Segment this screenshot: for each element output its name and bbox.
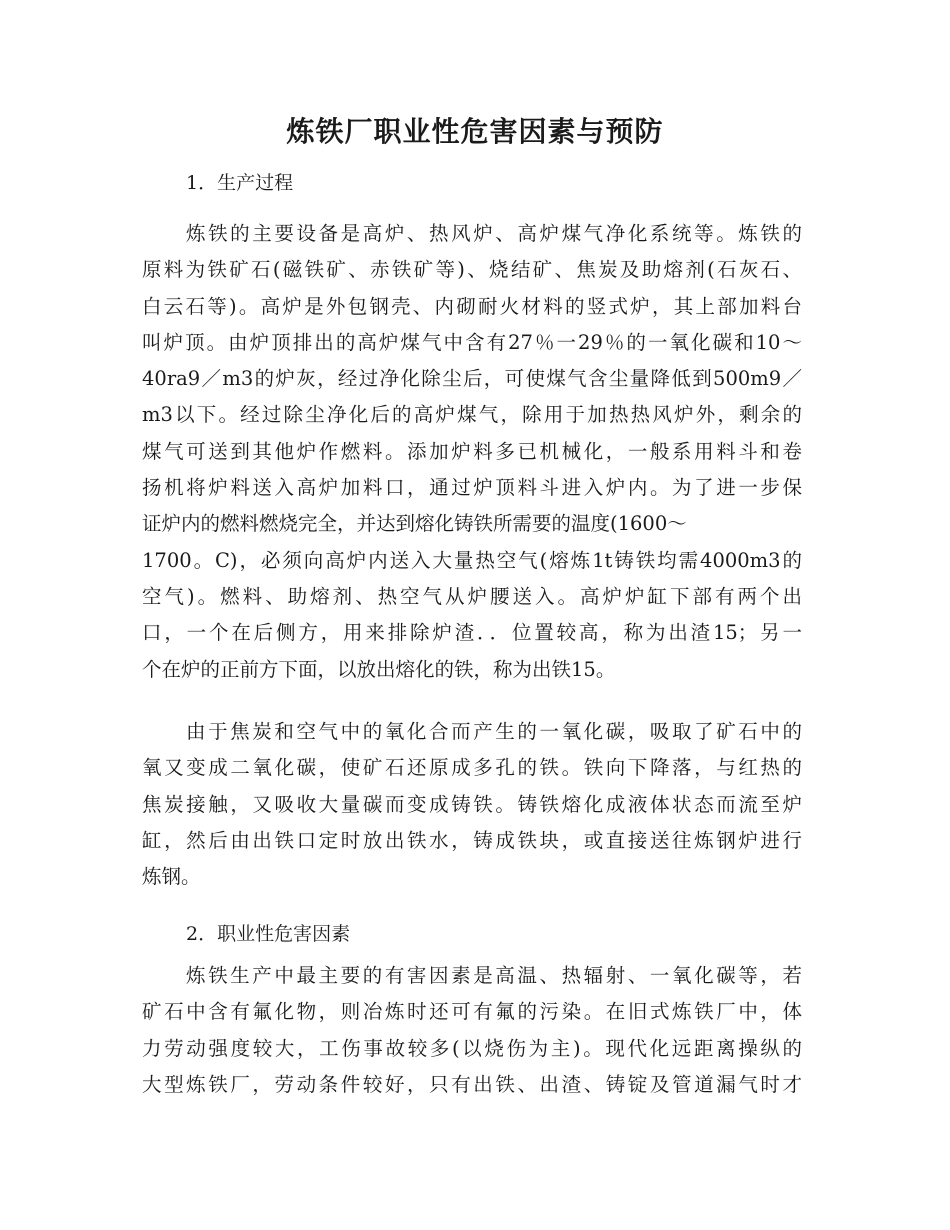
text-line: 氧又变成二氧化碳，使矿石还原成多孔的铁。铁向下降落，与红热的 (142, 756, 802, 780)
text-line: 矿石中含有氟化物，则冶炼时还可有氟的污染。在旧式炼铁厂中，体 (142, 1000, 802, 1024)
paragraph-hazard-factors (142, 958, 802, 1103)
text-line: 力劳动强度较大，工伤事故较多(以烧伤为主)。现代化远距离操纵的 (142, 1036, 802, 1060)
section-heading-production-process: 1．生产过程 (186, 172, 294, 194)
text-line: 炼铁的主要设备是高炉、热风炉、高炉煤气净化系统等。炼铁的 (186, 222, 802, 245)
text-line: 1700。C)，必须向高炉内送入大量热空气(熔炼1t铸铁均需4000m3的 (142, 548, 802, 572)
text-line: 煤气可送到其他炉作燃料。添加炉料多已机械化，一般系用料斗和卷 (142, 439, 802, 463)
text-line: 扬机将炉料送入高炉加料口，通过炉顶料斗进入炉内。为了进一步保 (142, 476, 802, 500)
text-line: 缸，然后由出铁口定时放出铁水，铸成铁块，或直接送往炼钢炉进行 (142, 828, 802, 852)
text-line: 口，一个在后侧方，用来排除炉渣．．位置较高，称为出渣15；另一 (142, 621, 802, 645)
text-line: 证炉内的燃料燃烧完全，并达到熔化铸铁所需要的温度(1600～ (142, 512, 687, 536)
text-line: m3以下。经过除尘净化后的高炉煤气，除用于加热热风炉外，剩余的 (142, 403, 802, 427)
text-line: 白云石等)。高炉是外包钢壳、内砌耐火材料的竖式炉，其上部加料台 (142, 294, 802, 318)
text-line: 原料为铁矿石(磁铁矿、赤铁矿等)、烧结矿、焦炭及助熔剂(石灰石、 (142, 258, 802, 282)
text-line: 由于焦炭和空气中的氧化合而产生的一氧化碳，吸取了矿石中的 (186, 720, 802, 743)
text-line: 焦炭接触，又吸收大量碳而变成铸铁。铸铁熔化成液体状态而流至炉 (142, 792, 802, 816)
paragraph-reduction-process (142, 714, 802, 895)
text-line: 空气)。燃料、助熔剂、热空气从炉腰送入。高炉炉缸下部有两个出 (142, 584, 802, 608)
section-heading-occupational-hazards: 2．职业性危害因素 (186, 923, 351, 945)
text-line: 叫炉顶。由炉顶排出的高炉煤气中含有27％一29％的一氧化碳和10～ (142, 330, 802, 354)
text-line: 个在炉的正前方下面，以放出熔化的铁，称为出铁15。 (142, 657, 616, 681)
text-line: 炼铁生产中最主要的有害因素是高温、热辐射、一氧化碳等，若 (186, 964, 802, 987)
text-line: 炼钢。 (142, 865, 201, 889)
text-line: 40ra9／m3的炉灰，经过净化除尘后，可使煤气含尘量降低到500m9／ (142, 367, 802, 391)
document-title: 炼铁厂职业性危害因素与预防 (286, 115, 664, 148)
paragraph-production-equipment (142, 216, 802, 688)
text-line: 大型炼铁厂，劳动条件较好，只有出铁、出渣、铸锭及管道漏气时才 (142, 1072, 802, 1096)
